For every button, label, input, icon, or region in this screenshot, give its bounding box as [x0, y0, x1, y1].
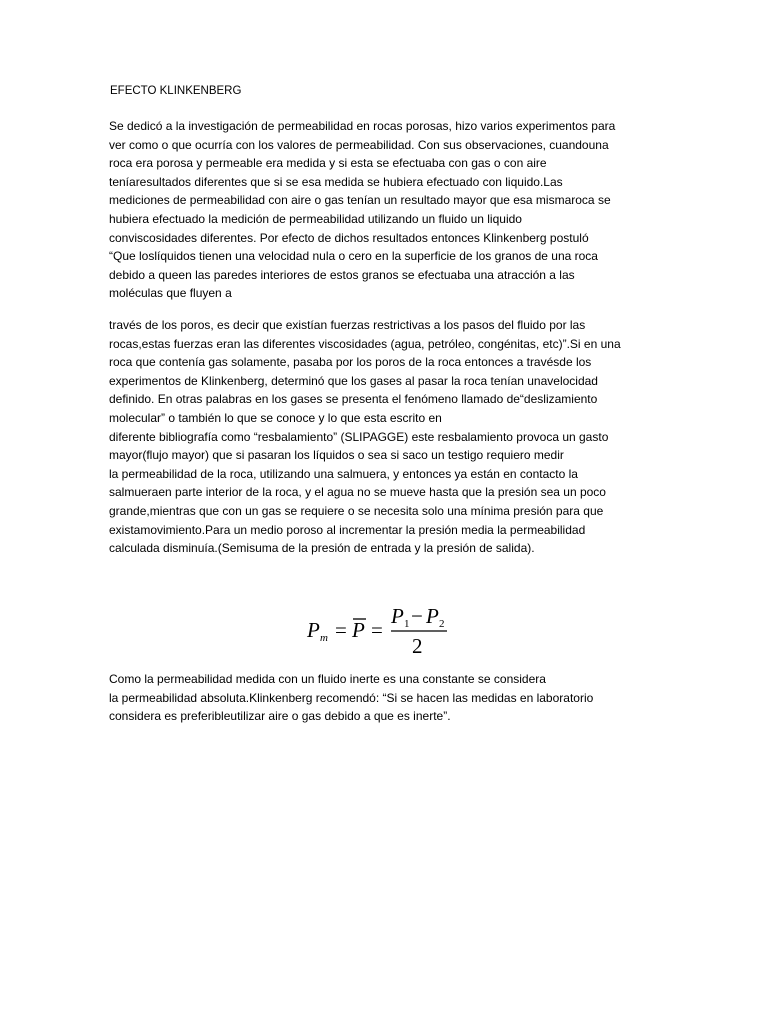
paragraph-line: roca era porosa y permeable era medida y si esta se efectuaba con gas o con aire — [109, 156, 547, 171]
document-title: EFECTO KLINKENBERG — [110, 85, 242, 97]
paragraph-line: molecular” o también lo que se conoce y lo que esta escrito en — [109, 410, 442, 425]
formula-lhs-symbol: P — [307, 618, 320, 642]
paragraph-line: diferente bibliografía como “resbalamiento” (SLIPAGGE) este resbalamiento provoca un gasto — [109, 429, 609, 444]
paragraph-line: teníaresultados diferentes que si se esa medida se hubiera efectuado con liquido.Las — [109, 174, 563, 189]
formula-equals-2: = — [371, 618, 383, 642]
paragraph-line: calculada disminuía.(Semisuma de la presión de entrada y la presión de salida). — [109, 541, 535, 556]
formula-denominator: 2 — [412, 634, 423, 658]
paragraph-line: la permeabilidad absoluta.Klinkenberg recomendó: “Si se hacen las medidas en laboratorio — [109, 690, 594, 705]
formula-lhs-subscript: m — [320, 632, 328, 644]
paragraph-line: debido a queen las paredes interiores de estos granos se efectuaba una atracción a las — [109, 267, 575, 282]
paragraph-line: experimentos de Klinkenberg, determinó que los gases al pasar la roca tenían unavelocidad — [109, 373, 598, 388]
paragraph-line: conviscosidades diferentes. Por efecto de dichos resultados entonces Klinkenberg postuló — [109, 230, 589, 245]
formula-equals-1: = — [335, 618, 347, 642]
paragraph-line: Se dedicó a la investigación de permeabilidad en rocas porosas, hizo varios experimentos para — [109, 119, 616, 133]
paragraph-line: considera es preferibleutilizar aire o gas debido a que es inerte”. — [109, 709, 451, 724]
paragraph-line: definido. En otras palabras en los gases se presenta el fenómeno llamado de“deslizamiento — [109, 392, 598, 407]
paragraph-line: mediciones de permeabilidad con aire o gas tenían un resultado mayor que esa mismaroca se — [109, 193, 611, 208]
paragraph-line: la permeabilidad de la roca, utilizando una salmuera, y entonces ya están en contacto la — [109, 466, 578, 481]
mean-pressure-formula — [305, 600, 455, 660]
paragraph-line: salmueraen parte interior de la roca, y el agua no se mueve hasta que la presión sea un poco — [109, 485, 606, 500]
formula-numerator-p2: P — [426, 604, 439, 628]
paragraph-line: grande,mientras que con un gas se requiere o se necesita solo una mínima presión para que — [109, 503, 604, 518]
paragraph-line: moléculas que fluyen a — [109, 286, 232, 301]
paragraph-line: existamovimiento.Para un medio poroso al incrementar la presión media la permeabilidad — [109, 522, 586, 537]
formula-numerator-p1: P — [391, 604, 404, 628]
paragraph-line: través de los poros, es decir que existían fuerzas restrictivas a los pasos del fluido por las — [109, 318, 586, 332]
paragraph-line: “Que loslíquidos tienen una velocidad nula o cero en la superficie de los granos de una roca — [109, 249, 598, 264]
paragraph-line: roca que contenía gas solamente, pasaba por los poros de la roca entonces a travésde los — [109, 355, 592, 370]
paragraph-1 — [109, 117, 661, 303]
paragraph-line: ver como o que ocurría con los valores de permeabilidad. Con sus observaciones, cuandouna — [109, 137, 609, 152]
paragraph-2 — [109, 316, 661, 558]
paragraph-line: Como la permeabilidad medida con un fluido inerte es una constante se considera — [109, 672, 546, 686]
paragraph-line: hubiera efectuado la medición de permeabilidad utilizando un fluido un liquido — [109, 211, 522, 226]
paragraph-line: rocas,estas fuerzas eran las diferentes viscosidades (agua, petróleo, congénitas, etc)”.Si en una — [109, 336, 621, 351]
formula-numerator-p1-sub: 1 — [404, 618, 410, 630]
formula-mean-symbol: P — [352, 618, 365, 642]
formula-graphic — [305, 600, 455, 660]
paragraph-3 — [109, 670, 661, 726]
formula-minus: − — [411, 604, 423, 628]
paragraph-line: mayor(flujo mayor) que si pasaran los líquidos o sea si saco un testigo requiero medir — [109, 448, 564, 463]
formula-numerator-p2-sub: 2 — [439, 618, 445, 630]
